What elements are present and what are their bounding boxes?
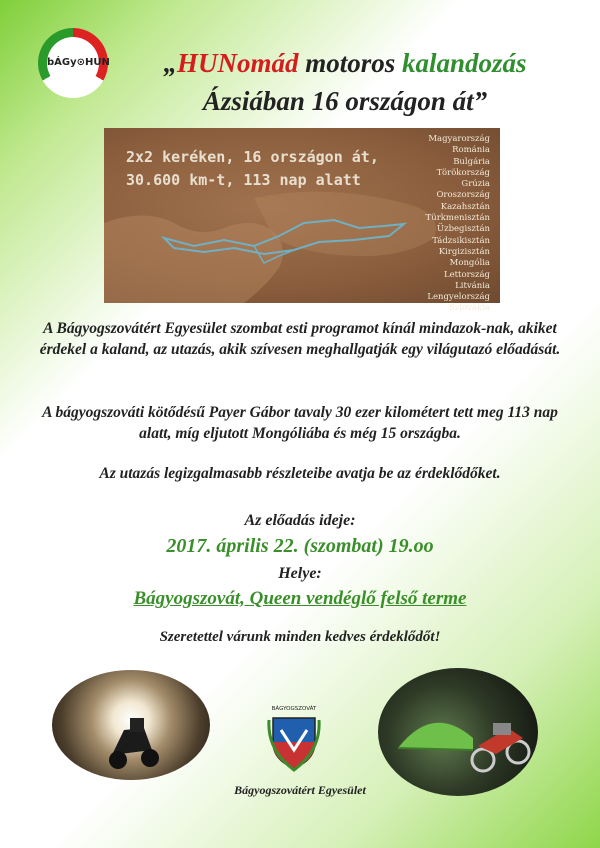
map-caption-line-1: 2x2 keréken, 16 országon át, (126, 148, 379, 166)
invite-text: Szeretettel várunk minden kedves érdeklődőt! (159, 629, 441, 645)
country-item: Lettország (443, 269, 490, 280)
country-item: Mongólia (449, 258, 490, 269)
country-item: Magyarország (428, 134, 490, 144)
country-item: Románia (452, 145, 490, 156)
country-item: Türkmenisztán (425, 213, 490, 224)
logo-text: bÁGy⊙HUN (47, 37, 99, 89)
country-item: Törökország (436, 167, 490, 178)
place-label: Helye: (278, 565, 322, 582)
country-item: Kazahsztán (440, 201, 490, 212)
map-caption (126, 146, 379, 192)
country-item: Grúzia (461, 179, 490, 190)
title-hunomad: HUNomád (176, 48, 299, 78)
country-list (426, 134, 490, 315)
title-kalandozas: kalandozás (401, 48, 527, 78)
hunomad-logo (38, 28, 108, 98)
tunnel-motorcycle-photo (52, 670, 210, 780)
title-quote-open: „ (163, 48, 177, 78)
bagyogszovat-crest (265, 700, 323, 770)
tent-motorcycle-photo (378, 668, 538, 796)
traveler-paragraph: A bágyogszováti kötődésű Payer Gábor tavaly 30 ezer kilométert tett meg 113 nap alatt, míg eljutott Mongóliába és még 15 országba. (42, 404, 558, 442)
country-item: Kirgizisztán (438, 246, 490, 257)
time-label: Az előadás ideje: (244, 512, 356, 529)
title-motoros: motoros (298, 48, 402, 78)
map-caption-line-2: 30.600 km-t, 113 nap alatt (126, 171, 361, 189)
country-item: Oroszország (436, 190, 490, 201)
tent-figure (378, 668, 538, 796)
crest-text: BÁGYOGSZOVÁT (271, 706, 317, 712)
place-value: Bágyogszovát, Queen vendéglő felső terme (133, 588, 467, 609)
country-item: Litvánia (455, 280, 490, 291)
country-item: Lengyelország (427, 292, 490, 303)
time-value: 2017. április 22. (szombat) 19.oo (166, 535, 434, 557)
country-item: Üzbegisztán (436, 224, 490, 235)
details-paragraph: Az utazás legizgalmasabb részleteibe avatja be az érdeklődőket. (99, 465, 501, 482)
country-item: Szlovákia (449, 303, 490, 314)
title-line-1 (110, 48, 580, 79)
country-item: Tádzsikisztán (432, 235, 490, 246)
intro-paragraph: A Bágyogszovátért Egyesület szombat esti programot kínál mindazok-nak, akiket érdekel a kaland, az utazás, akik szívesen meghallgatják egy világutazó előadását. (39, 320, 561, 358)
route-map (104, 128, 500, 314)
country-item: Bulgária (453, 156, 490, 167)
title-line-2: Ázsiában 16 országon át” (202, 86, 488, 116)
motorcycle-figure (52, 670, 210, 780)
map-land-west (104, 216, 283, 304)
organizer-name: Bágyogszovátért Egyesület (234, 783, 366, 797)
